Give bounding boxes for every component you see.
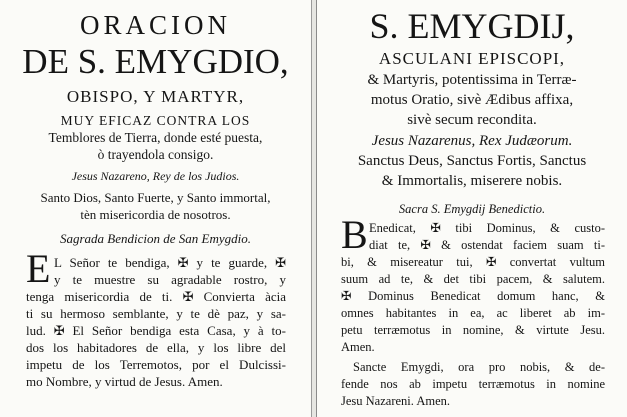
left-prayer-line: Santo Dios, Santo Fuerte, y Santo immortal, [40,190,271,205]
right-blessing-heading: Sacra S. Emygdij Benedictio. [398,202,546,216]
left-subtitle-line: Temblores de Tierra, donde esté puesta, [48,130,263,145]
left-blessing-heading: Sagrada Bendicion de San Emygdio. [60,231,251,246]
left-prayer-line: tèn misericordia de nosotros. [80,207,231,222]
left-title-bishop: OBISPO, Y MARTYR, [66,87,245,106]
right-title-line: motus Oratio, sivè Ædibus affixa, [370,92,574,108]
right-invocation: Jesus Nazarenus, Rex Judæorum. [371,133,573,149]
right-prayer-line: & Immortalis, miserere nobis. [381,173,563,189]
right-blessing-line: petu terræmotus in nomine, & virtute Jesu. [341,323,605,337]
right-blessing-line: Enedicat, ✠ tibi Dominus, & custo- [369,221,605,235]
right-title-saint: S. EMYGDIJ, [369,6,575,46]
left-title-saint: DE S. EMYGDIO, [22,42,289,81]
right-blessing-line: diat te, ✠ & ostendat faciem suam ti- [369,238,605,252]
right-closing-line: Jesu Nazareni. Amen. [341,394,450,408]
right-closing-line: Sancte Emygdi, ora pro nobis, & de- [353,360,605,374]
right-dropcap: B [341,212,368,257]
right-blessing-line: Amen. [341,340,375,354]
right-closing-line: fende nos ab impetu terræmotus in nomine [341,377,605,391]
left-blessing-line: impetu de los Terremotos, por el Dulcissi- [26,357,286,372]
left-blessing-line: L Señor te bendiga, ✠ y te guarde, ✠ [54,255,286,270]
left-blessing-line: ti su hermoso semblante, y te dè paz, y sa- [26,306,286,321]
left-subtitle-line: ò trayendola consigo. [97,147,214,162]
right-blessing-line: ✠ Dominus Benedicat domum hanc, & [341,289,605,303]
left-invocation: Jesus Nazareno, Rey de los Judios. [71,169,240,183]
right-title-line: sivè secum recondita. [407,112,537,128]
left-page [0,0,312,417]
left-blessing-line: dos los habitadores de ella, y los libre del [26,340,286,355]
right-blessing-line: bi, & misereatur tui, ✠ convertat vultum [341,255,605,269]
left-blessing-line: lud. ✠ El Señor bendiga esta Casa, y à to- [26,323,286,338]
right-page [316,0,627,417]
right-blessing-line: suum ad te, & det tibi pacem, & salutem. [341,272,605,286]
left-subtitle-line: MUY EFICAZ CONTRA LOS [60,113,251,128]
left-dropcap: E [26,246,51,291]
right-prayer-line: Sanctus Deus, Sanctus Fortis, Sanctus [357,153,587,169]
left-title-oracion: ORACION [79,10,231,40]
right-blessing-line: omnes habitantes in ea, ac liberet ab im- [341,306,605,320]
right-title-bishop: ASCULANI EPISCOPI, [378,49,566,68]
right-title-line: & Martyris, potentissima in Terræ- [367,72,577,88]
left-blessing-line: tenga misericordia de ti. ✠ Convierta àcia [26,289,286,304]
left-blessing-line: y te muestre su agradable rostro, y [54,272,286,287]
left-blessing-line: mo Nombre, y virtud de Jesus. Amen. [26,374,223,389]
